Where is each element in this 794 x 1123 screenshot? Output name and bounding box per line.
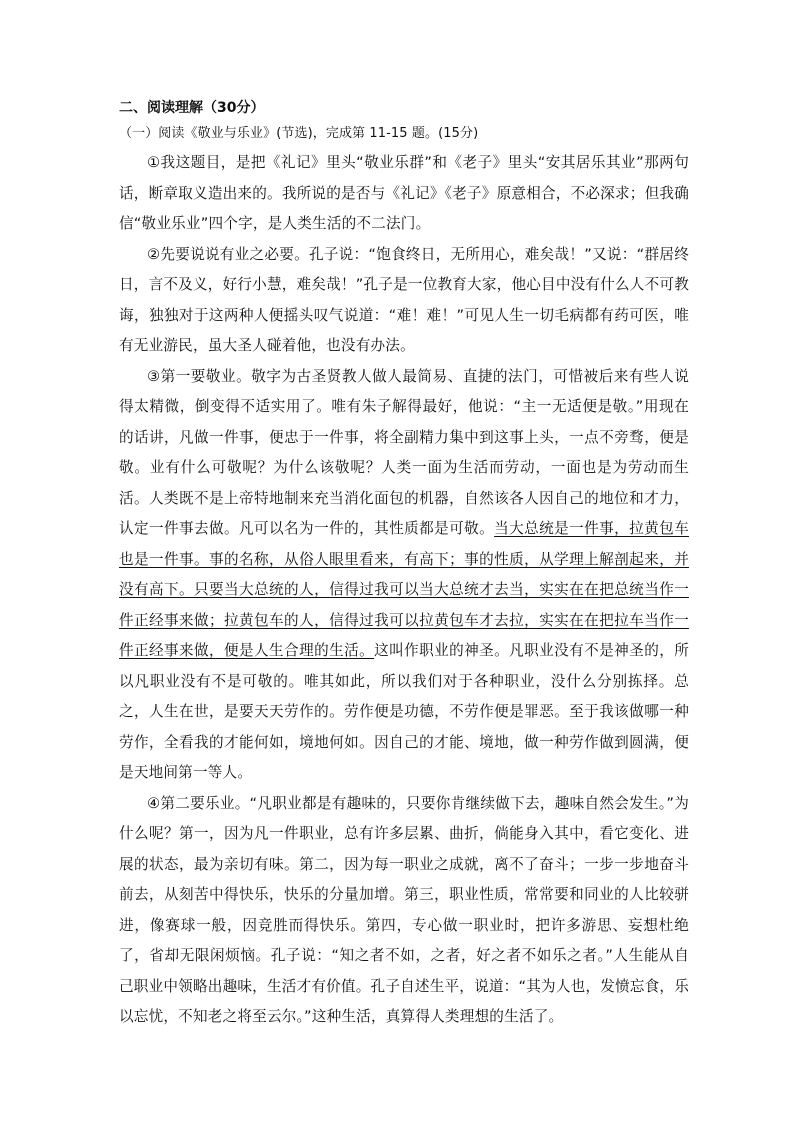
paragraph-3-underlined: 当大总统是一件事，拉黄包车也是一件事。事的名称，从俗人眼里看来，有高下；事的性质，从学理上解剖起来，并没有高下。只要当大总统的人，信得过我可以当大总统才去当，实实在在把总统当作一件正经事来做；拉黄包车的人，信得过我可以拉黄包车才去拉，实实在在把拉车当作一件正经事来做，便是人生合理的生活。 xyxy=(119,520,689,659)
document-content xyxy=(119,98,689,1033)
paragraph-1: ①我这题目，是把《礼记》里头“敬业乐群”和《老子》里头“安其居乐其业”那两句话，断章取义造出来的。我所说的是否与《礼记》《老子》原意相合，不必深求；但我确信“敬业乐业”四个字，是人类生活的不二法门。 xyxy=(119,154,689,232)
paragraph-4: ④第二要乐业。“凡职业都是有趣味的，只要你肯继续做下去，趣味自然会发生。”为什么呢？第一，因为凡一件职业，总有许多层累、曲折，倘能身入其中，看它变化、进展的状态，最为亲切有味。第二，因为每一职业之成就，离不了奋斗；一步一步地奋斗前去，从刻苦中得快乐，快乐的分量加增。第三，职业性质，常常要和同业的人比较骈进，像赛球一般，因竞胜而得快乐。第四，专心做一职业时，把许多游思、妄想杜绝了，省却无限闲烦恼。孔子说：“知之者不如，之者，好之者不如乐之者。”人生能从自己职业中领略出趣味，生活才有价值。孔子自述生平，说道：“其为人也，发愤忘食，乐以忘忧，不知老之将至云尔。”这种生活，真算得人类理想的生活了。 xyxy=(119,794,689,1025)
paragraph-2: ②先要说说有业之必要。孔子说：“饱食终日，无所用心，难矣哉！”又说：“群居终日，言不及义，好行小慧，难矣哉！”孔子是一位教育大家，他心目中没有什么人不可教诲，独独对于这两种人便摇头叹气说道：“难！难！”可见人生一切毛病都有药可医，唯有无业游民，虽大圣人碰着他，也没有办法。 xyxy=(119,245,689,354)
section-subtitle: （一）阅读《敬业与乐业》(节选)，完成第 11-15 题。(15分) xyxy=(119,126,479,141)
paragraph-3-before: ③第一要敬业。敬字为古圣贤教人做人最简易、直捷的法门，可惜被后来有些人说得太精微，倒变得不适实用了。唯有朱子解得最好，他说：“主一无适便是敬。”用现在的话讲，凡做一件事，便忠于一件事，将全副精力集中到这事上头，一点不旁骛，便是敬。业有什么可敬呢？为什么该敬呢？人类一面为生活而劳动，一面也是为劳动而生活。人类既不是上帝特地制来充当消化面包的机器，自然该各人因自己的地位和才力，认定一件事去做。凡可以名为一件的，其性质都是可敬。 xyxy=(119,367,689,537)
section-title: 二、阅读理解（30分） xyxy=(119,100,265,116)
paragraph-3 xyxy=(119,362,689,789)
paragraph-3-after: 这叫作职业的神圣。凡职业没有不是神圣的，所以凡职业没有不是可敬的。唯其如此，所以我们对于各种职业，没什么分别拣择。总之，人生在世，是要天天劳作的。劳作便是功德，不劳作便是罪恶。至于我该做哪一种劳作，全看我的才能何如，境地何如。因自己的才能、境地，做一种劳作做到圆满，便是天地间第一等人。 xyxy=(119,642,689,781)
